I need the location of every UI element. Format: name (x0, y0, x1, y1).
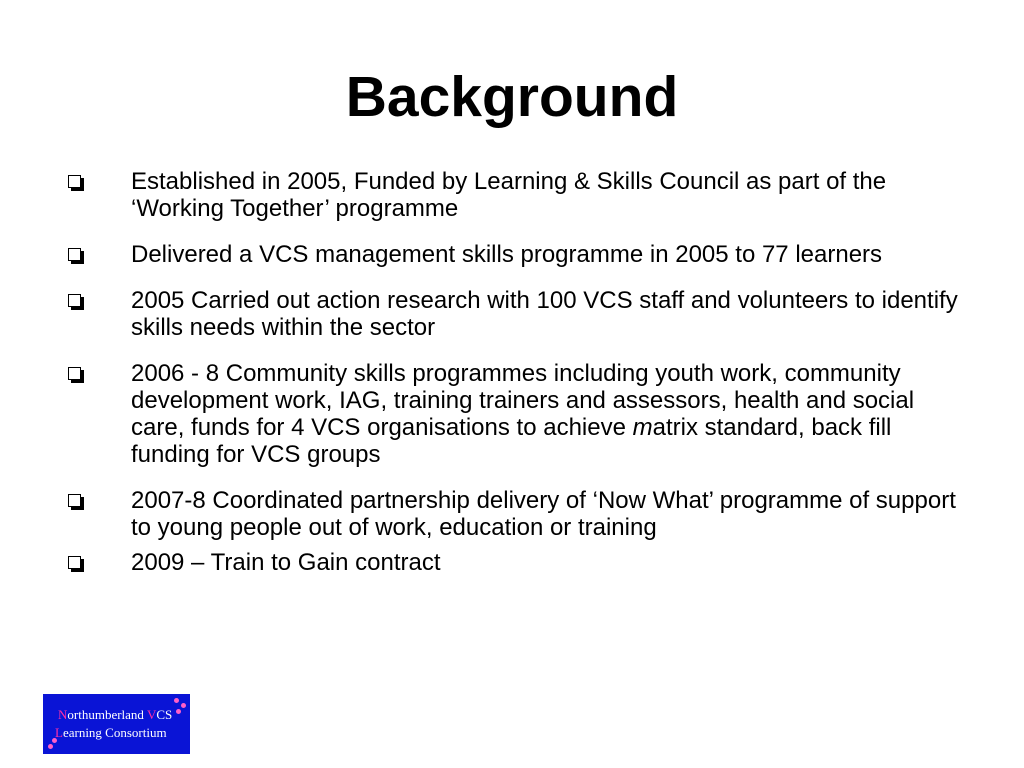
bullet-text: 2009 – Train to Gain contract (131, 549, 441, 576)
logo-letter: N (58, 707, 68, 722)
consortium-logo (43, 694, 190, 754)
bullet-item (62, 287, 962, 341)
bullet-item (62, 168, 962, 222)
bullet-text: Established in 2005, Funded by Learning & Skills Council as part of the ‘Working Together’ programme (131, 168, 887, 222)
bullet-text-part: atrix standard, back fill funding for VCS groups (131, 414, 892, 468)
checkbox-bullet-icon (68, 367, 81, 380)
logo-text: earning Consortium (62, 725, 167, 740)
bullet-item (62, 487, 962, 541)
bullet-text: 2007-8 Coordinated partnership delivery of ‘Now What’ programme of support to young people out of work, education or training (131, 487, 956, 541)
logo-text: orthumberland (67, 707, 147, 722)
checkbox-bullet-icon (68, 175, 81, 188)
checkbox-bullet-icon (68, 294, 81, 307)
bullet-text (131, 360, 914, 468)
bullet-item (62, 549, 962, 576)
logo-line-1 (58, 707, 172, 723)
logo-line-2 (55, 725, 167, 741)
logo-letter: L (55, 725, 63, 740)
logo-dot-icon (181, 703, 186, 708)
logo-dot-icon (174, 698, 179, 703)
bullet-item (62, 360, 962, 468)
checkbox-bullet-icon (68, 494, 81, 507)
bullet-text-part: 2006 - 8 Community skills programmes including youth work, community development work, IAG, training trainers and assessors, health and social care, funds for 4 VCS organisations to achieve (131, 360, 915, 441)
logo-letter: V (146, 707, 157, 722)
logo-text: CS (156, 707, 173, 722)
checkbox-bullet-icon (68, 556, 81, 569)
logo-dot-icon (176, 709, 181, 714)
bullet-list (62, 168, 962, 595)
checkbox-bullet-icon (68, 248, 81, 261)
slide-title: Background (345, 65, 679, 129)
bullet-text: 2005 Carried out action research with 100 VCS staff and volunteers to identify skills needs within the sector (131, 287, 958, 341)
logo-dot-icon (48, 744, 53, 749)
bullet-text-italic: m (632, 414, 653, 441)
bullet-item (62, 241, 962, 268)
bullet-text: Delivered a VCS management skills programme in 2005 to 77 learners (131, 241, 883, 268)
